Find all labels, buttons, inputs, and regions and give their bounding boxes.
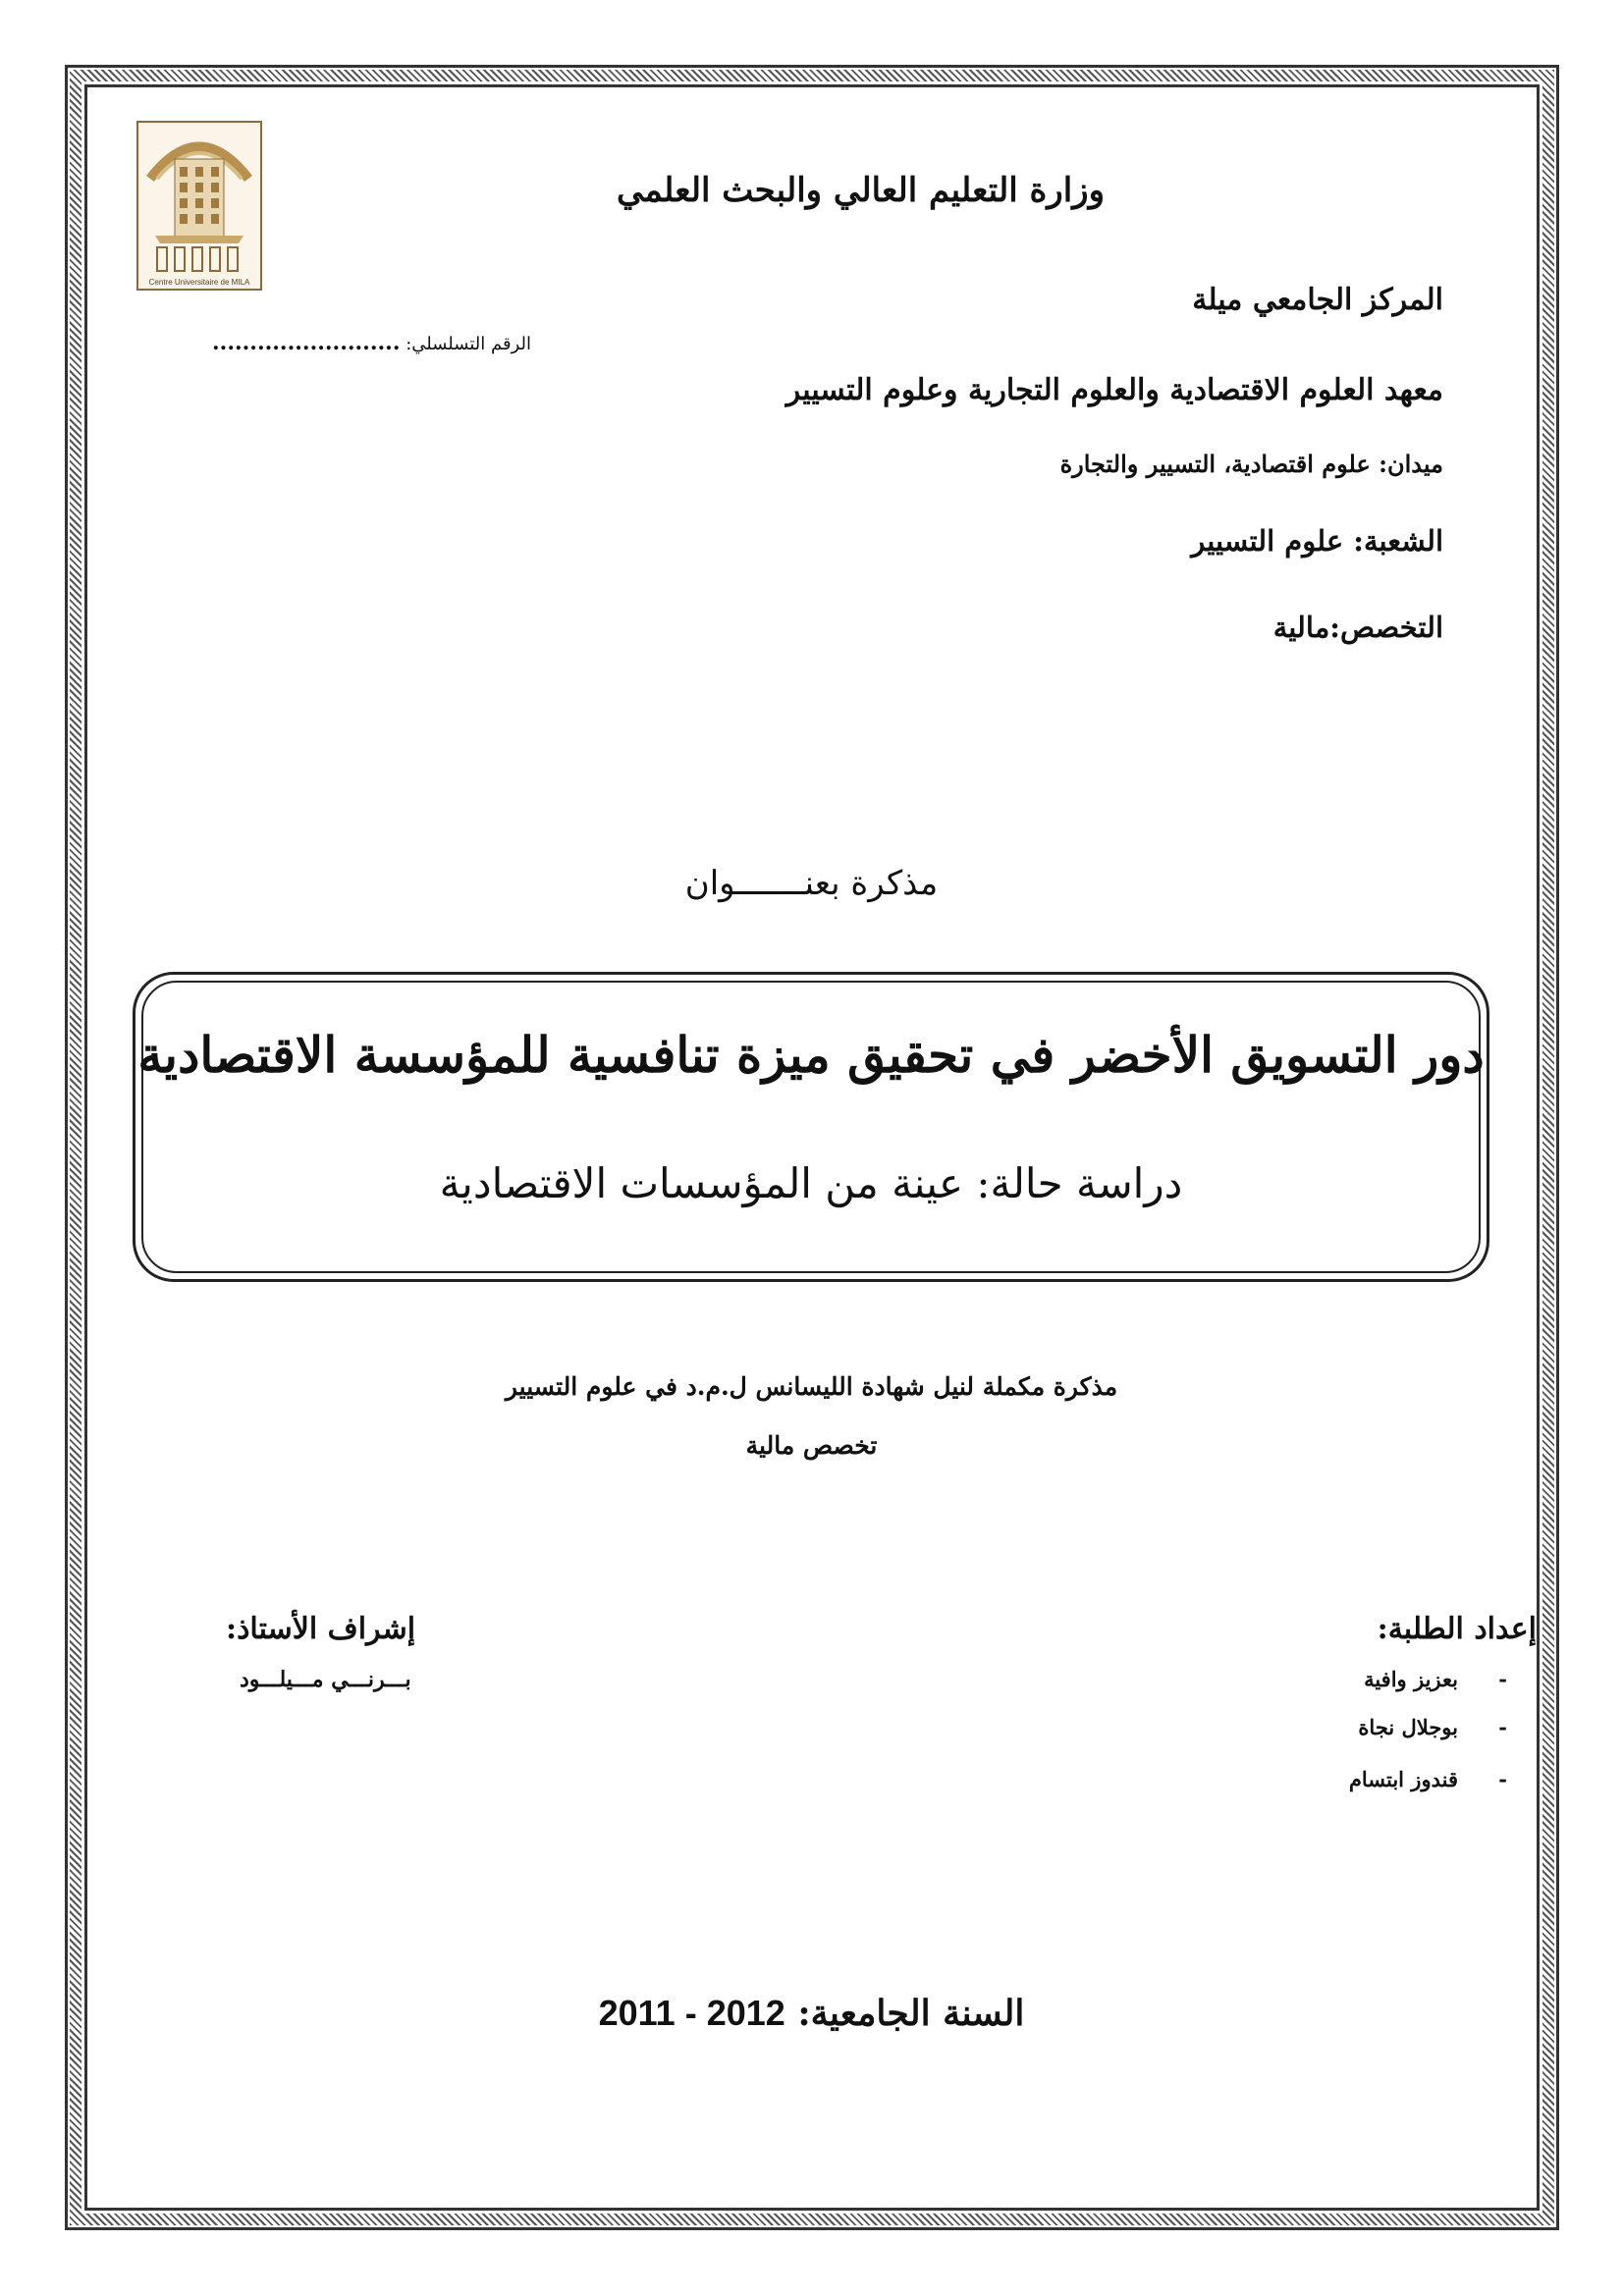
title-box (133, 972, 1489, 1282)
student-name: - بعزيز وافية (1364, 1667, 1507, 1691)
university-center: المركز الجامعي ميلة (1192, 283, 1443, 317)
student-name: - قندوز ابتسام (1348, 1767, 1507, 1791)
supervisor-label: إشراف الأستاذ: (226, 1612, 416, 1646)
degree-specialization: تخصص مالية (745, 1431, 878, 1460)
field-line: ميدان: علوم اقتصادية، التسيير والتجارة (1059, 450, 1443, 478)
bullet-dash: - (1498, 1715, 1507, 1739)
academic-year (0, 1993, 1623, 2034)
branch-line: الشعبة: علوم التسيير (1191, 524, 1443, 558)
bullet-dash: - (1498, 1667, 1507, 1691)
case-study-subtitle: دراسة حالة: عينة من المؤسسات الاقتصادية (439, 1159, 1183, 1207)
academic-year-value: 2012 - 2011 (598, 1993, 785, 2033)
students-label: إعداد الطلبة: (1377, 1612, 1537, 1646)
memo-heading: مذكرة بعنـــــــوان (684, 864, 939, 903)
serial-label: الرقم التسلسلي: (406, 334, 531, 354)
academic-year-label: السنة الجامعية: (797, 1993, 1025, 2034)
svg-text:Centre Universitaire de MILA: Centre Universitaire de MILA (148, 278, 250, 287)
bullet-dash: - (1498, 1767, 1507, 1791)
ministry-title: وزارة التعليم العالي والبحث العلمي (616, 171, 1106, 210)
serial-number (212, 330, 531, 355)
institute-name: معهد العلوم الاقتصادية والعلوم التجارية وعلوم التسيير (785, 373, 1443, 407)
supervisor-name: بـــرنـــي مـــيلـــود (240, 1667, 411, 1692)
thesis-title: دور التسويق الأخضر في تحقيق ميزة تنافسية للمؤسسة الاقتصادية (137, 1026, 1485, 1084)
degree-description: مذكرة مكملة لنيل شهادة الليسانس ل.م.د في علوم التسيير (505, 1372, 1118, 1401)
serial-value: ......................... (212, 330, 401, 355)
specialization-line: التخصص:مالية (1272, 611, 1443, 644)
student-name: - بوجلال نجاة (1358, 1715, 1507, 1739)
